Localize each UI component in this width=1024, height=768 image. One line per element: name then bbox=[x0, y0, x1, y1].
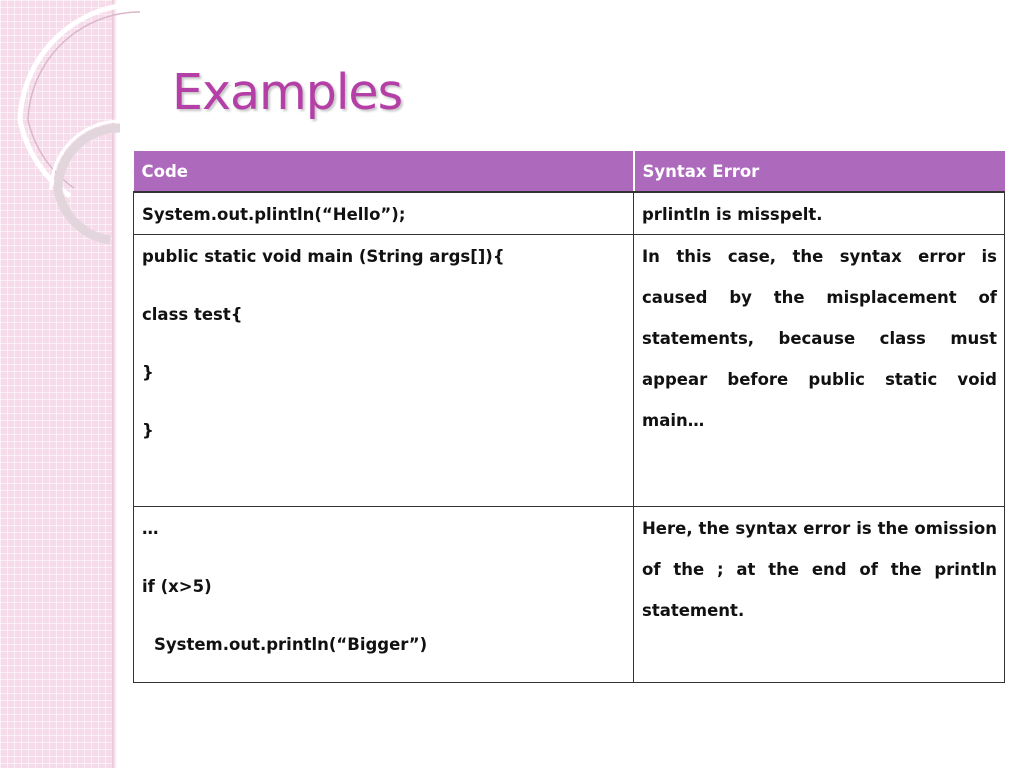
table-header-row bbox=[134, 151, 1005, 192]
code-line: class test{ bbox=[142, 305, 243, 324]
code-line: } bbox=[142, 363, 154, 382]
code-line: if (x>5) bbox=[142, 577, 212, 596]
table-row bbox=[134, 192, 1005, 235]
code-cell bbox=[134, 192, 634, 235]
code-line: } bbox=[142, 421, 154, 440]
code-line: System.out.plintln(“Hello”); bbox=[142, 205, 406, 224]
error-text: Here, the syntax error is the omission of the ; at the end of the println statement. bbox=[642, 519, 997, 620]
ring-arc-large-shade bbox=[28, 12, 140, 188]
ring-arc-large bbox=[20, 4, 140, 196]
examples-table bbox=[133, 151, 1005, 683]
code-line: … bbox=[142, 519, 159, 538]
header-code: Code bbox=[134, 151, 634, 192]
code-line: System.out.println(“Bigger”) bbox=[154, 635, 428, 654]
decorative-rings bbox=[0, 0, 140, 260]
code-line: public static void main (String args[]){ bbox=[142, 247, 505, 266]
error-cell bbox=[634, 192, 1005, 235]
table-row bbox=[134, 507, 1005, 683]
header-syntax-error: Syntax Error bbox=[634, 151, 1005, 192]
table-row bbox=[134, 235, 1005, 507]
code-cell bbox=[134, 235, 634, 507]
code-cell bbox=[134, 507, 634, 683]
error-cell bbox=[634, 235, 1005, 507]
slide-title: Examples bbox=[172, 64, 403, 121]
error-cell bbox=[634, 507, 1005, 683]
error-text: prlintln is misspelt. bbox=[642, 205, 823, 224]
error-text: In this case, the syntax error is caused by the misplacement of statements, because class must appear before public static void main… bbox=[642, 247, 997, 430]
